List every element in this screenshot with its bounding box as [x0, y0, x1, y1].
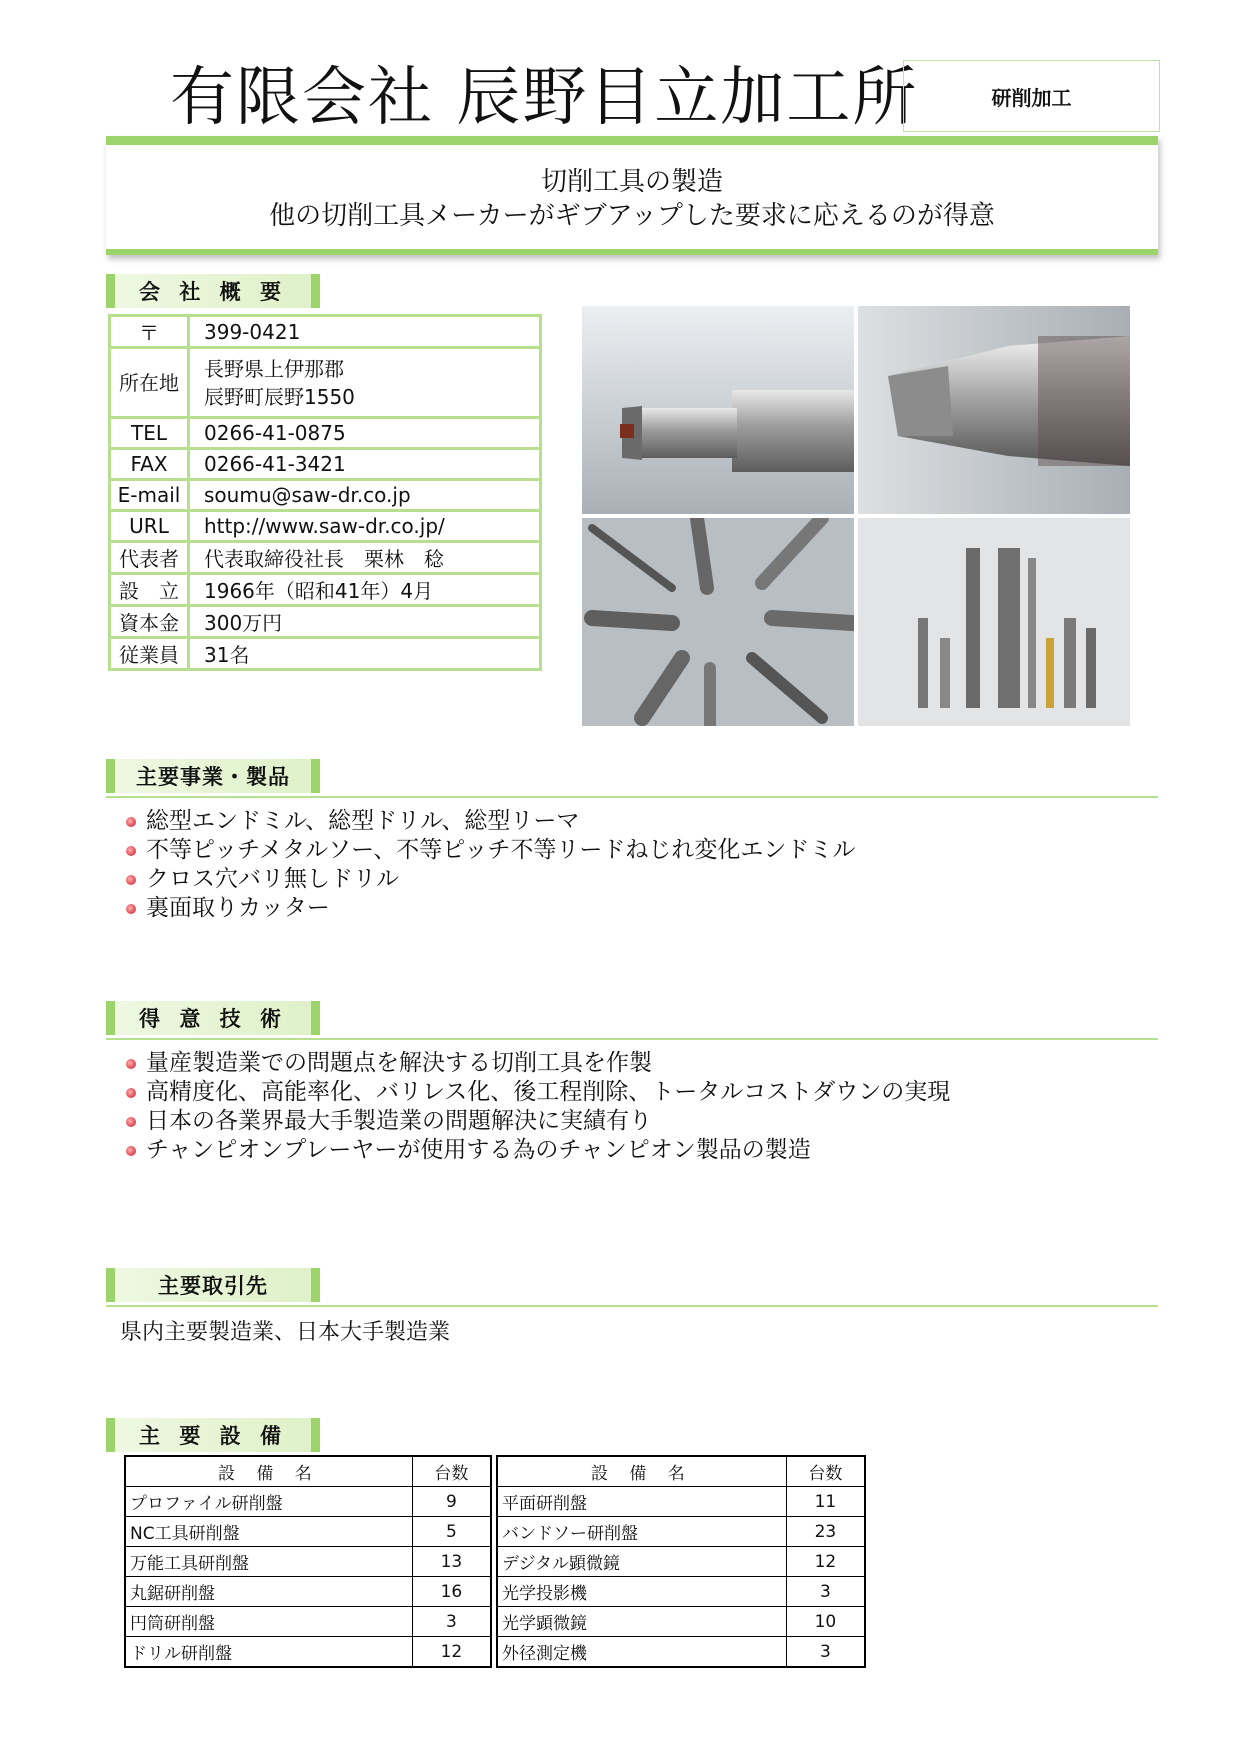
main-business-list — [124, 807, 855, 923]
tagline-line-1: 切削工具の製造 — [540, 167, 723, 197]
company-name: 有限会社 辰野目立加工所 — [170, 61, 919, 135]
list-item: チャンピオンプレーヤーが使用する為のチャンピオン製品の製造 — [124, 1136, 950, 1165]
category-label: 研削加工 — [991, 85, 1072, 110]
info-key: 資本金 — [110, 606, 189, 638]
equipment-count: 9 — [412, 1487, 491, 1517]
table-header-row — [497, 1456, 865, 1487]
equipment-name: 外径測定機 — [497, 1637, 786, 1668]
equipment-name: 光学顕微鏡 — [497, 1607, 786, 1637]
table-row — [125, 1607, 491, 1637]
info-key: 所在地 — [110, 348, 189, 418]
info-value: 0266-41-3421 — [189, 449, 541, 480]
info-key: FAX — [110, 449, 189, 480]
info-value[interactable]: soumu@saw-dr.co.jp — [189, 480, 541, 511]
equipment-count: 10 — [786, 1607, 865, 1637]
section-label-main-business: 主要事業・製品 — [106, 759, 320, 793]
table-row — [125, 1577, 491, 1607]
info-key: 設 立 — [110, 574, 189, 606]
equipment-count: 3 — [412, 1607, 491, 1637]
info-value: 1966年（昭和41年）4月 — [189, 574, 541, 606]
bullet-icon — [126, 1146, 136, 1156]
equipment-name: NC工具研削盤 — [125, 1517, 412, 1547]
info-row — [110, 449, 541, 480]
list-item: 裏面取りカッター — [124, 894, 855, 923]
table-row — [125, 1637, 491, 1668]
company-info-table — [108, 314, 542, 671]
info-row — [110, 480, 541, 511]
info-row — [110, 574, 541, 606]
bullet-icon — [126, 817, 136, 827]
info-row — [110, 638, 541, 670]
equipment-name: デジタル顕微鏡 — [497, 1547, 786, 1577]
bullet-icon — [126, 846, 136, 856]
equipment-name: 丸鋸研削盤 — [125, 1577, 412, 1607]
info-value[interactable]: http://www.saw-dr.co.jp/ — [189, 511, 541, 542]
tagline-box — [106, 136, 1158, 255]
list-item: 総型エンドミル、総型ドリル、総型リーマ — [124, 807, 855, 836]
info-key: E-mail — [110, 480, 189, 511]
list-item: 不等ピッチメタルソー、不等ピッチ不等リードねじれ変化エンドミル — [124, 836, 855, 865]
address-line-2: 辰野町辰野1550 — [204, 384, 355, 409]
info-row — [110, 542, 541, 574]
info-row — [110, 606, 541, 638]
equipment-name: 円筒研削盤 — [125, 1607, 412, 1637]
equipment-count: 11 — [786, 1487, 865, 1517]
table-row — [497, 1517, 865, 1547]
equipment-count: 3 — [786, 1637, 865, 1668]
table-row — [125, 1487, 491, 1517]
specialty-list — [124, 1049, 950, 1165]
table-row — [125, 1547, 491, 1577]
info-key: 代表者 — [110, 542, 189, 574]
info-value: 31名 — [189, 638, 541, 670]
list-item: 高精度化、高能率化、バリレス化、後工程削除、トータルコストダウンの実現 — [124, 1078, 950, 1107]
list-item: 日本の各業界最大手製造業の問題解決に実績有り — [124, 1107, 950, 1136]
section-divider — [106, 1038, 1158, 1040]
info-value: 300万円 — [189, 606, 541, 638]
equipment-name: 平面研削盤 — [497, 1487, 786, 1517]
photo-tools-radial — [582, 518, 854, 726]
address-line-1: 長野県上伊那郡 — [204, 356, 344, 381]
list-item: 量産製造業での問題点を解決する切削工具を作製 — [124, 1049, 950, 1078]
photo-drill-closeup — [858, 306, 1130, 514]
bullet-icon — [126, 1117, 136, 1127]
equipment-name: 万能工具研削盤 — [125, 1547, 412, 1577]
info-row — [110, 348, 541, 418]
info-value: 代表取締役社長 栗林 稔 — [189, 542, 541, 574]
equipment-count: 16 — [412, 1577, 491, 1607]
list-item: クロス穴バリ無しドリル — [124, 865, 855, 894]
info-key: 従業員 — [110, 638, 189, 670]
info-value — [189, 348, 541, 418]
customers-text: 県内主要製造業、日本大手製造業 — [120, 1320, 451, 1345]
info-row — [110, 418, 541, 449]
info-value: 399-0421 — [189, 316, 541, 348]
section-label-specialty: 得 意 技 術 — [106, 1001, 320, 1035]
table-row — [497, 1607, 865, 1637]
equipment-name: プロファイル研削盤 — [125, 1487, 412, 1517]
equipment-name: 光学投影機 — [497, 1577, 786, 1607]
column-header-name: 設 備 名 — [125, 1456, 412, 1487]
bullet-icon — [126, 875, 136, 885]
column-header-count: 台数 — [786, 1456, 865, 1487]
table-row — [497, 1487, 865, 1517]
table-row — [497, 1547, 865, 1577]
info-key: 〒 — [110, 316, 189, 348]
table-header-row — [125, 1456, 491, 1487]
equipment-count: 12 — [786, 1547, 865, 1577]
section-label-customers: 主要取引先 — [106, 1268, 320, 1302]
equipment-name: ドリル研削盤 — [125, 1637, 412, 1668]
section-divider — [106, 1305, 1158, 1307]
bullet-icon — [126, 1059, 136, 1069]
bullet-icon — [126, 1088, 136, 1098]
section-divider — [106, 796, 1158, 798]
equipment-count: 3 — [786, 1577, 865, 1607]
info-row — [110, 316, 541, 348]
equipment-table-right — [496, 1455, 866, 1668]
table-row — [497, 1637, 865, 1668]
bullet-icon — [126, 904, 136, 914]
info-key: TEL — [110, 418, 189, 449]
equipment-count: 13 — [412, 1547, 491, 1577]
column-header-count: 台数 — [412, 1456, 491, 1487]
info-value: 0266-41-0875 — [189, 418, 541, 449]
photo-tools-standing — [858, 518, 1130, 726]
category-box — [903, 60, 1160, 132]
info-row — [110, 511, 541, 542]
equipment-count: 12 — [412, 1637, 491, 1668]
equipment-count: 5 — [412, 1517, 491, 1547]
table-row — [125, 1517, 491, 1547]
column-header-name: 設 備 名 — [497, 1456, 786, 1487]
tagline-line-2: 他の切削工具メーカーがギブアップした要求に応えるのが得意 — [269, 201, 995, 231]
section-label-equipment: 主 要 設 備 — [106, 1418, 320, 1452]
table-row — [497, 1577, 865, 1607]
info-key: URL — [110, 511, 189, 542]
equipment-count: 23 — [786, 1517, 865, 1547]
photo-tool-closeup — [582, 306, 854, 514]
equipment-table-left — [124, 1455, 492, 1668]
section-label-company-overview: 会 社 概 要 — [106, 274, 320, 308]
equipment-name: バンドソー研削盤 — [497, 1517, 786, 1547]
